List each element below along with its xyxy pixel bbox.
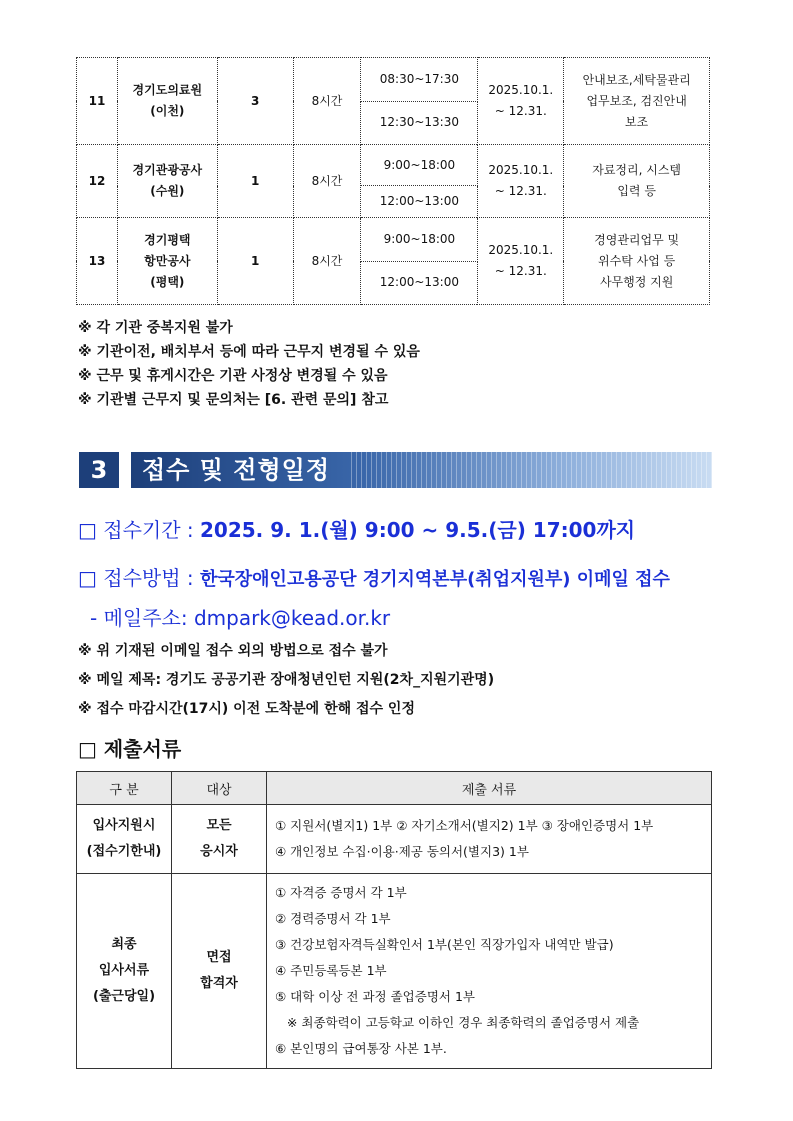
break-time: 12:00~13:00 [361, 186, 478, 218]
column-header: 구 분 [77, 772, 172, 805]
email-label: - 메일주소: [90, 606, 188, 630]
section-title: 접수 및 전형일정 [142, 456, 330, 484]
headcount: 1 [217, 145, 293, 218]
break-time: 12:00~13:00 [361, 261, 478, 305]
period-label: □ 접수기간 : [78, 518, 194, 542]
work-time: 9:00~18:00 [361, 145, 478, 186]
notes-top [78, 316, 420, 412]
note-item: ※ 접수 마감시간(17시) 이전 도착분에 한해 접수 인정 [78, 701, 415, 717]
institutions-table [76, 57, 710, 305]
column-header: 대상 [172, 772, 267, 805]
institution-name: 경기도의료원 (이천) [117, 58, 217, 145]
work-hours: 8시간 [293, 218, 361, 305]
work-hours: 8시간 [293, 58, 361, 145]
doc-type: 최종 입사서류 (출근당일) [77, 874, 172, 1069]
duties: 경영관리업무 및 위수탁 사업 등 사무행정 지원 [564, 218, 710, 305]
application-period [78, 514, 635, 543]
table-row [77, 805, 712, 874]
note-item: ※ 기관이전, 배치부서 등에 따라 근무지 변경될 수 있음 [78, 344, 420, 360]
email-line [90, 602, 390, 631]
method-label: □ 접수방법 : [78, 566, 194, 590]
documents-table [76, 771, 712, 1069]
table-header-row [77, 772, 712, 805]
note-item: ※ 기관별 근무지 및 문의처는 [6. 관련 문의] 참고 [78, 392, 389, 408]
period: 2025.10.1. ~ 12.31. [478, 145, 564, 218]
table-row [77, 874, 712, 1069]
period: 2025.10.1. ~ 12.31. [478, 58, 564, 145]
note-item: ※ 각 기관 중복지원 불가 [78, 320, 233, 336]
doc-target: 면접 합격자 [172, 874, 267, 1069]
note-item: ※ 근무 및 휴게시간은 기관 사정상 변경될 수 있음 [78, 368, 388, 384]
row-number: 12 [77, 145, 118, 218]
headcount: 3 [217, 58, 293, 145]
table-row [77, 218, 710, 262]
section-header-stripes [351, 452, 712, 488]
column-header: 제출 서류 [267, 772, 712, 805]
doc-target: 모든 응시자 [172, 805, 267, 874]
email-address[interactable]: dmpark@kead.or.kr [193, 606, 391, 630]
doc-list: ① 지원서(별지1) 1부 ② 자기소개서(별지2) 1부 ③ 장애인증명서 1부 ④ 개인정보 수집·이용·제공 동의서(별지3) 1부 [267, 805, 712, 874]
method-value: 한국장애인고용공단 경기지역본부(취업지원부) 이메일 접수 [200, 569, 670, 590]
doc-type: 입사지원시 (접수기한내) [77, 805, 172, 874]
period: 2025.10.1. ~ 12.31. [478, 218, 564, 305]
section-number: 3 [79, 452, 119, 488]
duties: 자료정리, 시스템 입력 등 [564, 145, 710, 218]
notes-mid [78, 637, 494, 724]
work-hours: 8시간 [293, 145, 361, 218]
doc-list: ① 자격증 증명서 각 1부 ② 경력증명서 각 1부 ③ 건강보험자격득실확인서 1부(본인 직장가입자 내역만 발급) ④ 주민등록등본 1부 ⑤ 대학 이상 전 과정 졸업증명서 1부 ※ 최종학력이 고등학교 이하인 경우 최종학력의 졸업증명서 제출 ⑥ 본인명의 급여통장 사본 1부. [267, 874, 712, 1069]
institution-name: 경기관광공사 (수원) [117, 145, 217, 218]
duties: 안내보조,세탁물관리 업무보조, 검진안내 보조 [564, 58, 710, 145]
note-item: ※ 위 기재된 이메일 접수 외의 방법으로 접수 불가 [78, 643, 388, 659]
table-row [77, 58, 710, 102]
period-value: 2025. 9. 1.(월) 9:00 ~ 9.5.(금) 17:00까지 [200, 518, 636, 542]
break-time: 12:30~13:30 [361, 101, 478, 145]
row-number: 13 [77, 218, 118, 305]
work-time: 08:30~17:30 [361, 58, 478, 102]
institution-name: 경기평택 항만공사 (평택) [117, 218, 217, 305]
row-number: 11 [77, 58, 118, 145]
table-row [77, 145, 710, 186]
note-item: ※ 메일 제목: 경기도 공공기관 장애청년인턴 지원(2차_지원기관명) [78, 672, 495, 688]
work-time: 9:00~18:00 [361, 218, 478, 262]
headcount: 1 [217, 218, 293, 305]
docs-heading: □ 제출서류 [78, 737, 182, 761]
section-header-bar [131, 452, 712, 488]
application-method [78, 562, 670, 591]
